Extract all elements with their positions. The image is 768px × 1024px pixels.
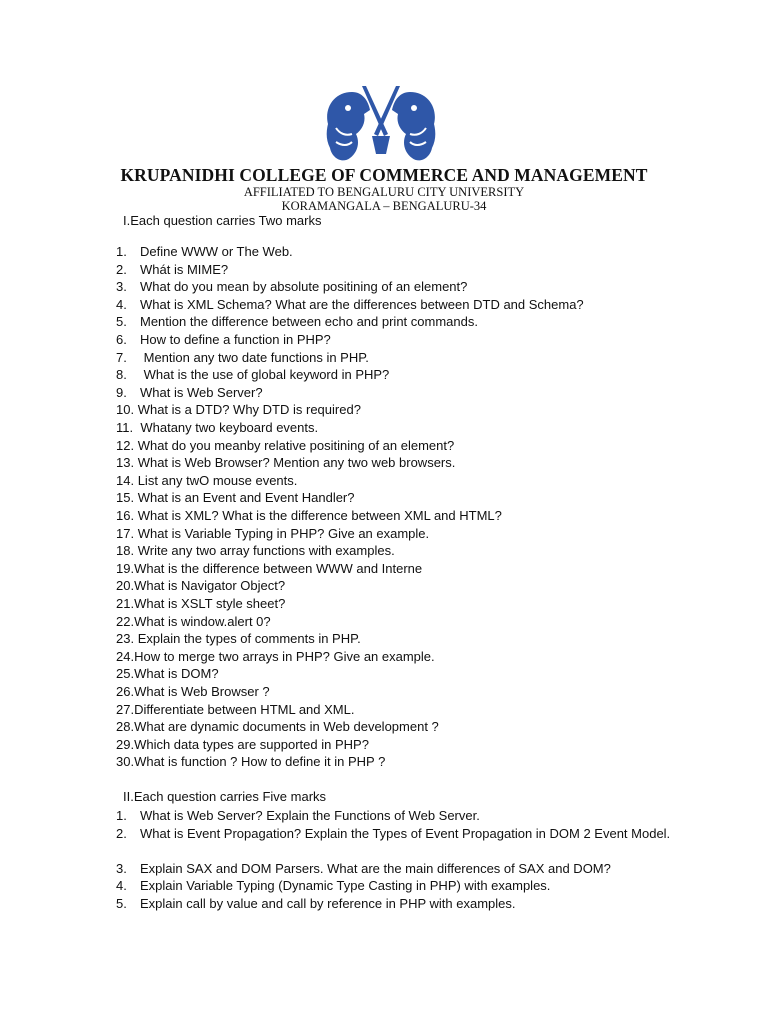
list-item: 26.What is Web Browser ? — [116, 684, 270, 699]
list-item: 19.What is the difference between WWW and Interne — [116, 560, 423, 576]
list-item: 9. What is Web Server? — [116, 384, 263, 400]
list-item: 23. Explain the types of comments in PHP. — [116, 631, 361, 647]
list-item: 4. Explain Variable Typing (Dynamic Type Casting in PHP) with examples. — [116, 878, 551, 894]
list-item: 14. List any twO mouse events. — [116, 472, 298, 488]
list-item: 18. Write any two array functions with examples. — [116, 543, 395, 559]
list-item: 3. Explain SAX and DOM Parsers. What are the main differences of SAX and DOM? — [116, 860, 611, 876]
list-item: 8. What is the use of global keyword in PHP? — [116, 367, 390, 383]
college-crest-icon — [322, 84, 440, 166]
list-item: 13. What is Web Browser? Mention any two web browsers. — [116, 455, 456, 471]
list-item: 2. Whát is MIME? — [116, 261, 229, 277]
list-item: 28.What are dynamic documents in Web development ? — [116, 719, 439, 735]
list-item: 6. How to define a function in PHP? — [116, 332, 331, 347]
list-item: 2. What is Event Propagation? Explain the Types of Event Propagation in DOM 2 Event Model. — [116, 825, 671, 841]
list-item: 24.How to merge two arrays in PHP? Give an example. — [116, 648, 435, 664]
list-item: 5. Mention the difference between echo and print commands. — [116, 314, 478, 330]
section-1-heading: I.Each question carries Two marks — [123, 213, 322, 228]
list-item: 1. What is Web Server? Explain the Functions of Web Server. — [116, 808, 480, 823]
list-item: 5. Explain call by value and call by reference in PHP with examples. — [116, 896, 516, 911]
list-item: 3. What do you mean by absolute positining of an element? — [116, 279, 468, 295]
affiliation: AFFILIATED TO BENGALURU CITY UNIVERSITY — [243, 185, 525, 199]
list-item: 1. Define WWW or The Web. — [116, 244, 293, 259]
list-item: 15. What is an Event and Event Handler? — [116, 490, 355, 506]
list-item: 16. What is XML? What is the difference between XML and HTML? — [116, 508, 502, 523]
college-name: KRUPANIDHI COLLEGE OF COMMERCE AND MANAGEMENT — [120, 165, 648, 185]
list-item: 21.What is XSLT style sheet? — [116, 596, 286, 611]
list-item: 17. What is Variable Typing in PHP? Give an example. — [116, 525, 430, 541]
location: KORAMANGALA – BENGALURU-34 — [281, 199, 487, 213]
list-item: 4. What is XML Schema? What are the differences between DTD and Schema? — [116, 296, 584, 312]
list-item: 20.What is Navigator Object? — [116, 578, 286, 594]
section-2-heading: II.Each question carries Five marks — [123, 789, 327, 804]
list-item: 25.What is DOM? — [116, 666, 219, 682]
list-item: 29.Which data types are supported in PHP? — [116, 736, 369, 752]
list-item: 30.What is function ? How to define it in PHP ? — [116, 754, 386, 770]
list-item: 27.Differentiate between HTML and XML. — [116, 701, 355, 717]
list-item: 10. What is a DTD? Why DTD is required? — [116, 402, 361, 418]
list-item: 11. Whatany two keyboard events. — [116, 420, 319, 435]
list-item: 22.What is window.alert 0? — [116, 613, 271, 629]
list-item: 7. Mention any two date functions in PHP. — [116, 349, 369, 365]
list-item: 12. What do you meanby relative positining of an element? — [116, 437, 455, 453]
